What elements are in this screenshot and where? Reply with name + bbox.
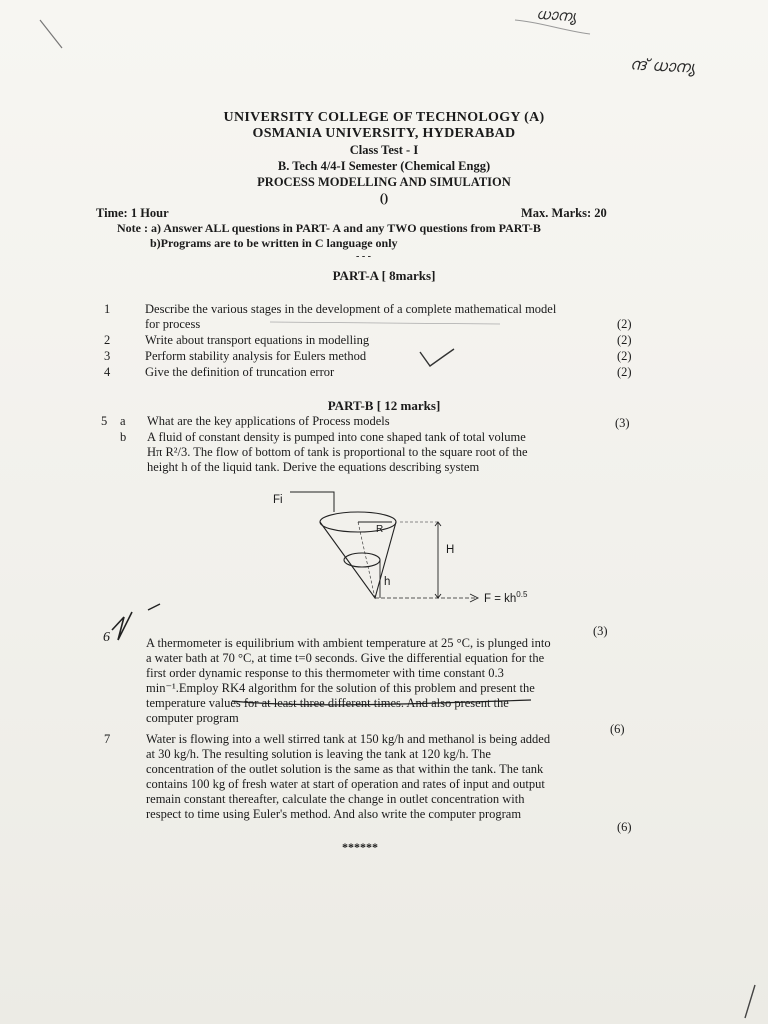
question-number: 7 xyxy=(104,732,111,746)
subject-title: PROCESS MODELLING AND SIMULATION xyxy=(257,175,511,189)
label-fi: Fi xyxy=(273,494,283,506)
question-7-line-5: remain constant thereafter, calculate the change in outlet concentration with xyxy=(146,792,525,806)
question-7-text xyxy=(146,732,636,822)
exam-header xyxy=(0,110,768,206)
question-5b-line-3: height h of the liquid tank. Derive the equations describing system xyxy=(147,460,480,474)
question-6-line-4: min⁻¹.Employ RK4 algorithm for the solution of this problem and present the xyxy=(146,681,535,695)
question-marks: (6) xyxy=(610,722,625,736)
question-2-line-1: Write about transport equations in modelling xyxy=(145,333,370,347)
question-6-line-2: a water bath at 70 °C, at time t=0 seconds. Give the differential equation for the xyxy=(146,651,545,665)
question-6-line-3: first order dynamic response to this thermometer with time constant 0.3 xyxy=(146,666,504,680)
question-4-line-1: Give the definition of truncation error xyxy=(145,365,335,379)
subquestion-label: b xyxy=(120,430,127,444)
question-7-line-1: Water is flowing into a well stirred tank at 150 kg/h and methanol is being added xyxy=(146,732,551,746)
question-marks: (2) xyxy=(617,349,632,363)
question-marks: (3) xyxy=(615,416,630,430)
question-5b-line-2: Hπ R²/3. The flow of bottom of tank is proportional to the square root of the xyxy=(147,445,528,459)
question-1-line-2: for process xyxy=(145,317,201,331)
question-text xyxy=(145,302,556,332)
question-7-line-4: contains 100 kg of fresh water at start of operation and rates of input and output xyxy=(146,777,545,791)
question-marks: (3) xyxy=(593,624,608,638)
subject-code: () xyxy=(379,191,389,205)
question-marks: (2) xyxy=(617,333,632,347)
time-label: Time: 1 Hour xyxy=(96,206,169,220)
part-a-title: PART-A [ 8marks] xyxy=(332,268,436,283)
label-outflow xyxy=(484,590,527,605)
question-5b-line-1: A fluid of constant density is pumped into cone shaped tank of total volume xyxy=(147,430,526,444)
question-marks: (6) xyxy=(617,820,632,834)
label-H: H xyxy=(446,544,455,556)
note-line-2: b)Programs are to be written in C language only xyxy=(150,236,398,250)
handwritten-note-right: ന്ദ് ധാന്യ xyxy=(629,54,696,77)
subquestion-label: a xyxy=(120,414,126,428)
question-number: 3 xyxy=(104,349,111,363)
handwritten-note-top: ധാന്യ xyxy=(535,4,578,26)
question-6-line-1: A thermometer is equilibrium with ambient temperature at 25 °C, is plunged into xyxy=(146,636,551,650)
outflow-text: F = kh xyxy=(484,592,517,605)
question-text xyxy=(145,349,366,364)
question-6-line-5: temperature values for at least three different times. And also present the xyxy=(146,696,509,710)
question-text xyxy=(145,333,369,348)
question-6-line-6: computer program xyxy=(146,711,239,725)
cone-tank-diagram xyxy=(250,480,570,610)
college-name: UNIVERSITY COLLEGE OF TECHNOLOGY (A) xyxy=(223,110,545,125)
question-number: 4 xyxy=(104,365,111,379)
test-name: Class Test - I xyxy=(349,143,419,157)
question-text xyxy=(147,414,390,429)
question-marks: (2) xyxy=(617,317,632,331)
question-1-line-1: Describe the various stages in the development of a complete mathematical model xyxy=(145,302,557,316)
part-b-title: PART-B [ 12 marks] xyxy=(327,398,441,413)
question-text xyxy=(147,430,528,475)
course-semester: B. Tech 4/4-I Semester (Chemical Engg) xyxy=(277,159,491,173)
question-marks: (2) xyxy=(617,365,632,379)
question-number: 2 xyxy=(104,333,111,347)
question-number: 1 xyxy=(104,302,111,316)
question-5a-line: What are the key applications of Process models xyxy=(147,414,390,428)
question-number: 5 xyxy=(101,414,108,428)
question-7-line-3: concentration of the outlet solution is the same as that within the tank. The tank xyxy=(146,762,544,776)
label-R: R xyxy=(376,524,384,535)
question-7-line-2: at 30 kg/h. The resulting solution is leaving the tank at 120 kg/h. The xyxy=(146,747,491,761)
outflow-exponent: 0.5 xyxy=(516,590,528,599)
university-name: OSMANIA UNIVERSITY, HYDERABAD xyxy=(252,126,516,141)
end-of-paper-mark: ****** xyxy=(342,840,378,854)
label-h: h xyxy=(384,576,391,588)
question-number: 6 xyxy=(103,630,110,645)
note-line-1: Note : a) Answer ALL questions in PART- A and any TWO questions from PART-B xyxy=(117,221,541,235)
max-marks-label: Max. Marks: 20 xyxy=(521,206,607,220)
question-7-line-6: respect to time using Euler's method. And also write the computer program xyxy=(146,807,522,821)
question-6-text xyxy=(146,636,636,726)
divider: - - - xyxy=(356,251,371,262)
question-3-line-1: Perform stability analysis for Eulers method xyxy=(145,349,367,363)
question-text xyxy=(145,365,334,380)
